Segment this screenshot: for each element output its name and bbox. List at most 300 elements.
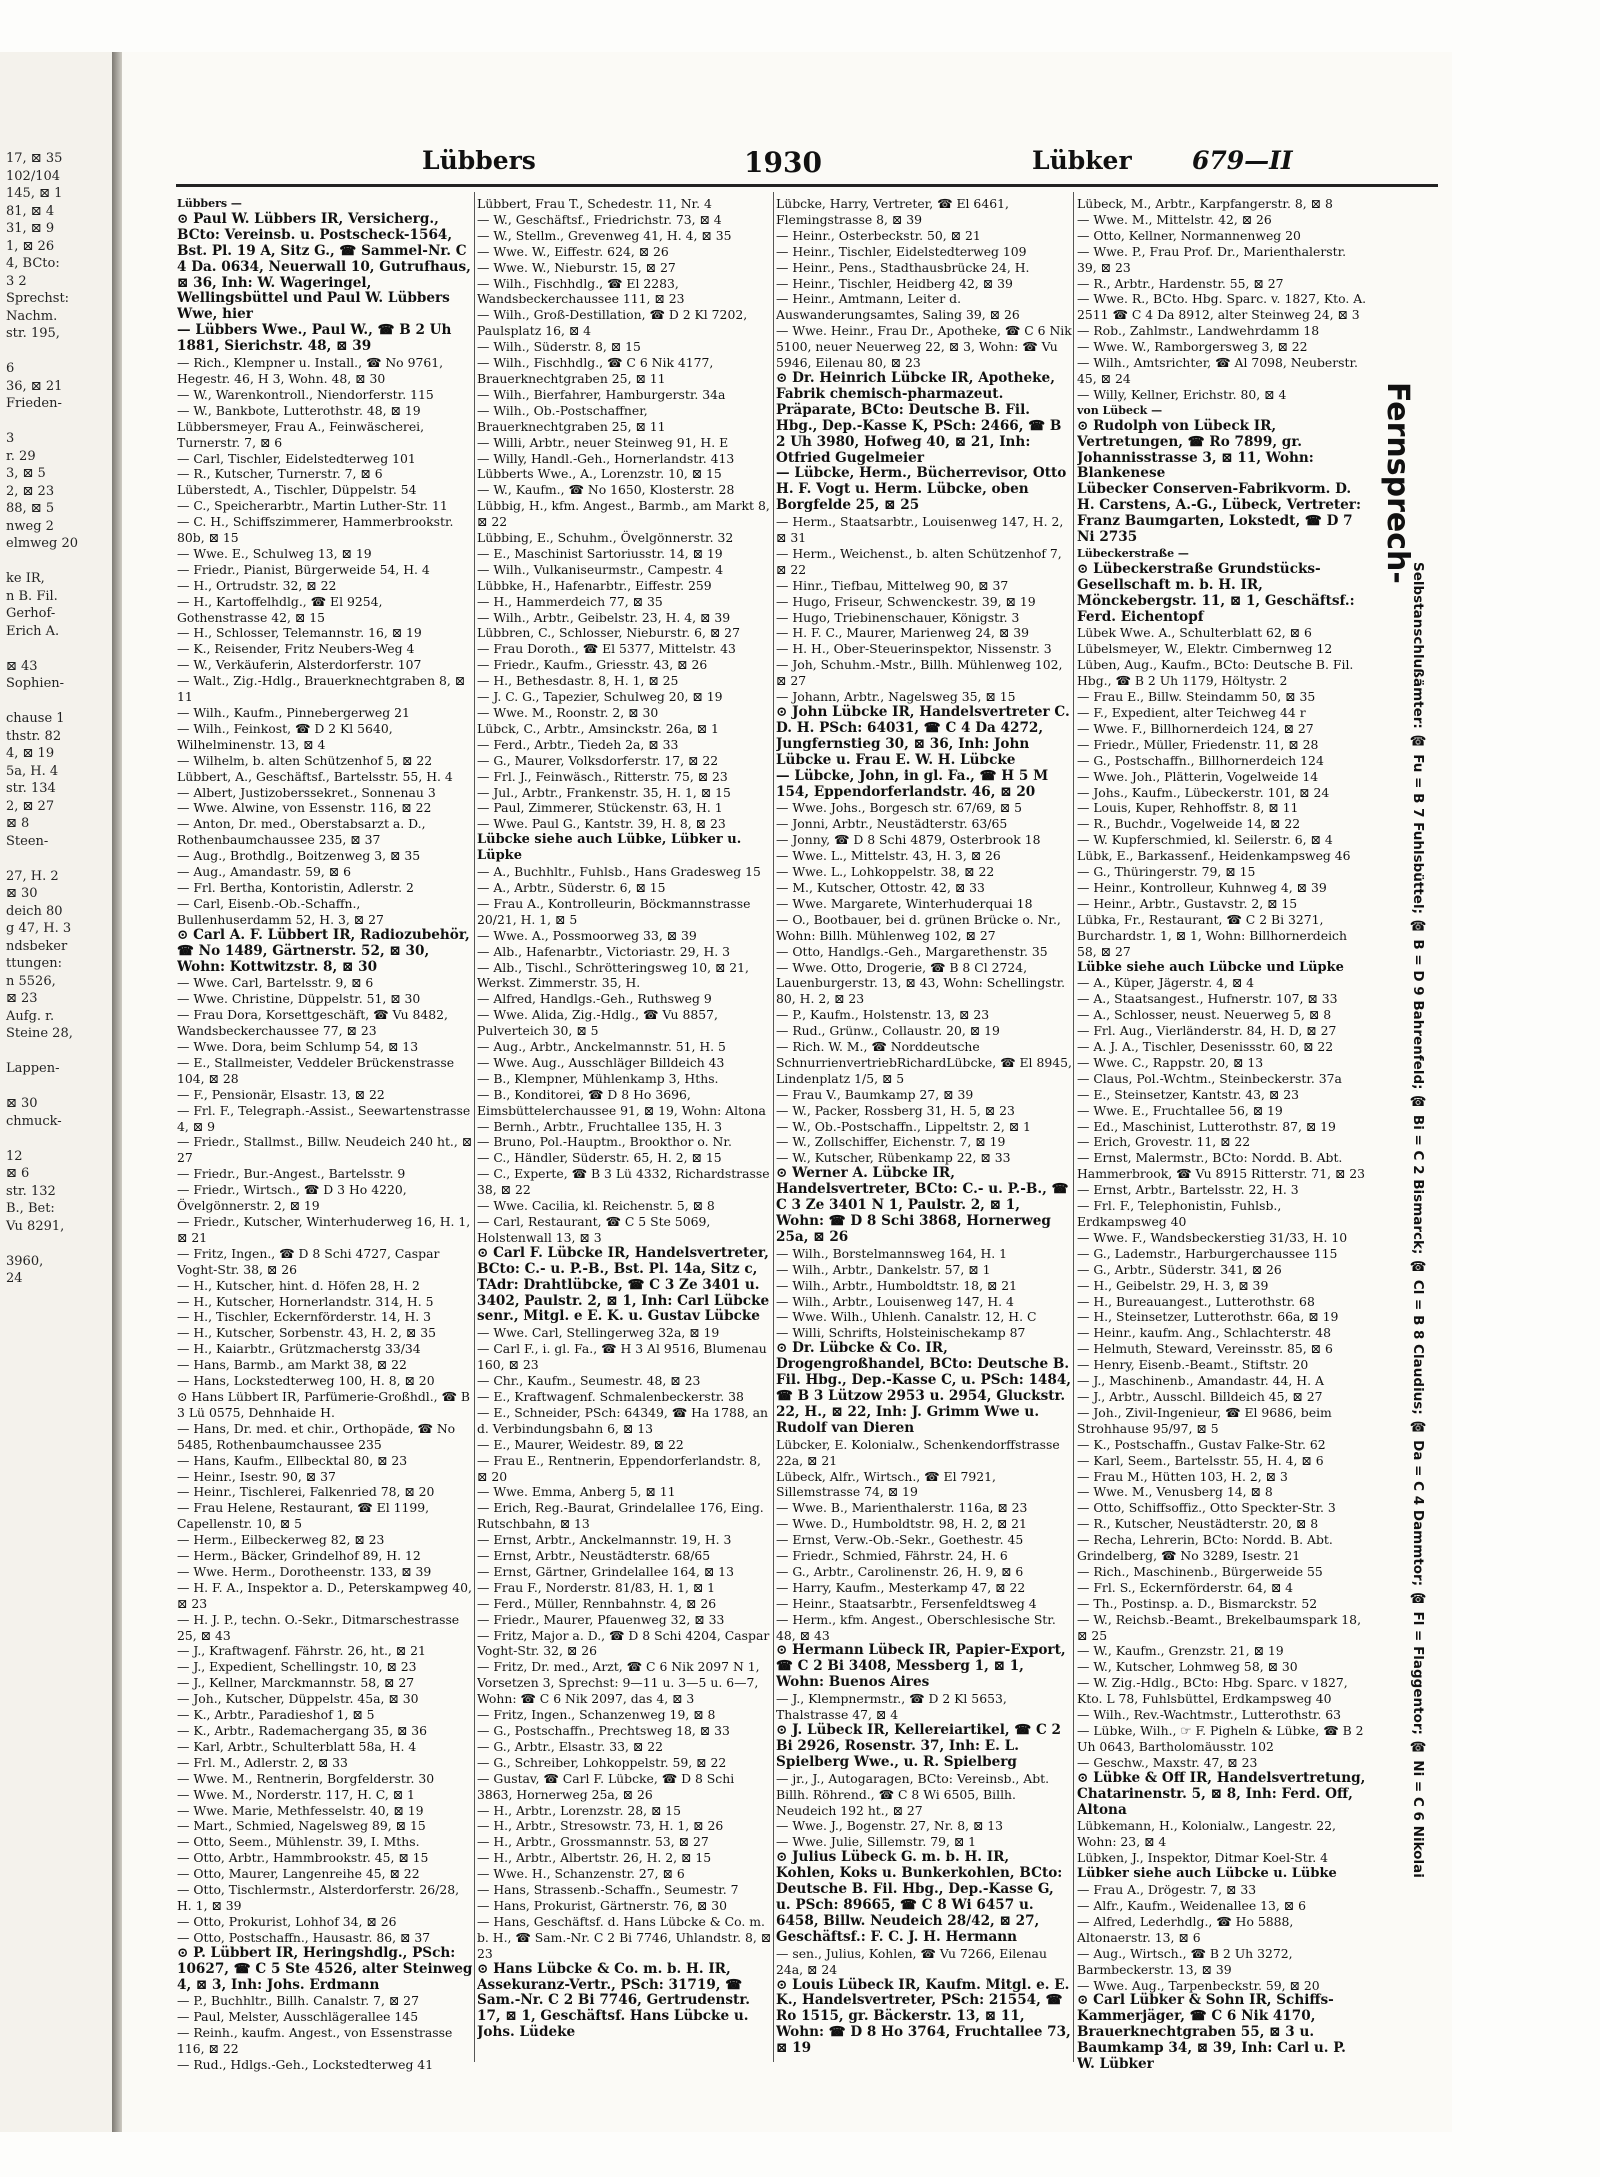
header-year: 1930	[744, 146, 822, 179]
directory-entry: — Frl. M., Adlerstr. 2, ⊠ 33	[177, 1754, 348, 1770]
directory-entry: — Fritz, Major a. D., ☎ D 8 Schi 4204, Caspar Voght-Str. 32, ⊠ 26	[477, 1627, 770, 1659]
directory-entry: — Johann, Arbtr., Nagelsweg 35, ⊠ 15	[776, 689, 1016, 705]
directory-entry: — Rich. W. M., ☎ Norddeutsche SchnurrienvertriebRichardLübcke, ☎ El 8945, Lindenplatz 1/5, ⊠ 5	[776, 1039, 1072, 1086]
previous-page-fragment	[6, 693, 108, 711]
directory-entry: — Karl, Seem., Bartelsstr. 55, H. 4, ⊠ 6	[1077, 1452, 1324, 1468]
previous-page-fragment: ttungen:	[6, 956, 62, 971]
directory-entry: — E., Steinsetzer, Kantstr. 43, ⊠ 23	[1077, 1086, 1300, 1102]
directory-entry: — H., Arbtr., Stresowstr. 73, H. 1, ⊠ 26	[477, 1818, 724, 1834]
directory-entry: ⊙ Dr. Heinrich Lübcke IR, Apotheke, Fabrik chemisch-pharmazeut. Präparate, BCto: Deutsche B. Fil. Hbg., Dep.-Kasse K, PSch: 2466, ☎ B 2 Uh 3980, Hofweg 40, ⊠ 21, Inh: Otfried Gugelmeier	[776, 369, 1062, 466]
directory-entry: — H., Schlosser, Telemannstr. 16, ⊠ 19	[177, 625, 422, 641]
directory-entry: — G., Postschaffn., Prechtsweg 18, ⊠ 33	[477, 1723, 730, 1738]
directory-entry: — Friedr., Kaufm., Griesstr. 43, ⊠ 26	[477, 657, 708, 673]
previous-page-fragment: Steen-	[6, 833, 49, 849]
previous-page-fragment: chause 1	[6, 711, 65, 726]
previous-page-edge	[0, 52, 114, 2132]
directory-entry: — Wwe. M., Rentnerin, Borgfelderstr. 30	[177, 1770, 435, 1786]
previous-page-fragment: 2, ⊠ 23	[6, 483, 55, 499]
directory-entry: — Wwe. Alida, Zig.-Hdlg., ☎ Vu 8857, Pulverteich 30, ⊠ 5	[477, 1007, 718, 1039]
directory-entry: — H. F. C., Maurer, Marienweg 24, ⊠ 39	[776, 625, 1029, 641]
directory-entry: ⊙ Hans Lübbert IR, Parfümerie-Großhdl., ☎ B 3 Lü 0575, Dehnhaide H.	[177, 1388, 471, 1420]
directory-entry: — B., Klempner, Mühlenkamp 3, Hths.	[477, 1070, 719, 1086]
previous-page-fragment	[6, 1130, 108, 1148]
directory-entry: — J., Klempnermstr., ☎ D 2 Kl 5653, Thalstrasse 47, ⊠ 4	[776, 1691, 1007, 1723]
directory-entry: Lübk, E., Barkassenf., Heidenkampsweg 46	[1077, 848, 1351, 864]
directory-entry: — Wwe. Emma, Anberg 5, ⊠ 11	[477, 1484, 676, 1500]
directory-entry: — Aug., Amandastr. 59, ⊠ 6	[177, 864, 352, 880]
directory-entry: — E., Maschinist Sartoriusstr. 14, ⊠ 19	[477, 545, 723, 561]
directory-entry: — Wwe. L., Mittelstr. 43, H. 3, ⊠ 26	[776, 848, 1001, 864]
previous-page-fragment	[6, 850, 108, 868]
directory-entry: von Lübeck —	[1077, 403, 1163, 417]
directory-page	[122, 52, 1452, 2132]
directory-entry: — Herm., Staatsarbtr., Louisenweg 147, H. 2, ⊠ 31	[776, 514, 1064, 546]
directory-entry: — Hans, Strassenb.-Schaffn., Seumestr. 7	[477, 1882, 739, 1898]
directory-entry: — Alb., Tischl., Schrötteringsweg 10, ⊠ 21, Werkst. Zimmerstr. 35, H.	[477, 959, 749, 991]
previous-page-fragment: n B. Fil.	[6, 588, 58, 604]
directory-entry: ⊙ Carl Lübker & Sohn IR, Schiffs-Kammerjäger, ☎ C 6 Nik 4170, Brauerknechtgraben 55, ⊠ 3 u. Baumkamp 34, ⊠ 39, Inh: Carl u. P. W. Lübker	[1077, 1992, 1346, 2073]
directory-entry: — Ed., Maschinist, Lutterothstr. 87, ⊠ 19	[1077, 1118, 1336, 1134]
directory-entry: — H., Tischler, Eckernförderstr. 14, H. 3	[177, 1309, 432, 1325]
directory-entry: — H., Kaiarbtr., Grützmacherstg 33/34	[177, 1341, 421, 1357]
directory-entry: — Wwe. R., BCto. Hbg. Sparc. v. 1827, Kto. A. 2511 ☎ C 4 Da 8912, alter Steinweg 24, ⊠ 3	[1077, 291, 1367, 323]
directory-entry: — Louis, Kuper, Rehhoffstr. 8, ⊠ 11	[1077, 800, 1299, 816]
directory-entry: ⊙ Werner A. Lübcke IR, Handelsvertreter, BCto: C.- u. P.-B., ☎ C 3 Ze 3401 N 1, Paulstr. 2, ⊠ 1, Wohn: ☎ D 8 Schi 3868, Hornerweg 25a, ⊠ 26	[776, 1165, 1069, 1245]
directory-entry: — Otto, Kellner, Normannenweg 20	[1077, 227, 1301, 243]
directory-entry: — Wwe. E., Schulweg 13, ⊠ 19	[177, 545, 372, 561]
previous-page-fragment: 17, ⊠ 35	[6, 151, 63, 166]
directory-entry: — Bruno, Pol.-Hauptm., Brookthor o. Nr.	[477, 1134, 732, 1150]
previous-page-fragment	[6, 1043, 108, 1061]
directory-entry: — A., Küper, Jägerstr. 4, ⊠ 4	[1077, 975, 1255, 991]
directory-entry: ⊙ Rudolph von Lübeck IR, Vertretungen, ☎ Ro 7899, gr. Johannisstrasse 3, ⊠ 11, Wohn: Blankenese	[1077, 417, 1314, 482]
directory-entry: ⊙ Hermann Lübeck IR, Papier-Export, ☎ C 2 Bi 3408, Messberg 1, ⊠ 1, Wohn: Buenos Aires	[776, 1642, 1066, 1691]
directory-entry: — Harry, Kaufm., Mesterkamp 47, ⊠ 22	[776, 1579, 1026, 1595]
previous-page-fragment: ⊠ 30	[6, 886, 38, 901]
previous-page-fragment: 88, ⊠ 5	[6, 501, 55, 516]
column-3	[776, 196, 1072, 2076]
directory-entry: — Otto, Tischlermstr., Alsterdorferstr. 26/28, H. 1, ⊠ 39	[177, 1882, 460, 1913]
directory-entry: — Erich, Grovestr. 11, ⊠ 22	[1077, 1134, 1251, 1150]
previous-page-fragment: elmweg 20	[6, 536, 78, 551]
previous-page-fragment: 3, ⊠ 5	[6, 466, 46, 481]
previous-page-fragment: Sophien-	[6, 676, 65, 691]
directory-entry: — Wwe. Aug., Tarpenbeckstr. 59, ⊠ 20	[1077, 1977, 1320, 1993]
directory-entry: — Carl, Tischler, Eidelstedterweg 101	[177, 450, 416, 466]
directory-entry: — Hans, Dr. med. et chir., Orthopäde, ☎ No 5485, Rothenbaumchaussee 235	[177, 1420, 456, 1452]
directory-entry: — Wwe. M., Norderstr. 117, H. C, ⊠ 1	[177, 1786, 415, 1802]
directory-entry: — Wwe. F., Wandsbeckerstieg 31/33, H. 10	[1077, 1229, 1348, 1245]
directory-entry: — Willi, Schrifts, Holsteinischekamp 87	[776, 1325, 1026, 1341]
directory-entry: — Frau Dora, Korsettgeschäft, ☎ Vu 8482, Wandsbeckerchaussee 77, ⊠ 23	[177, 1007, 448, 1039]
directory-entry: — M., Kutscher, Ottostr. 42, ⊠ 33	[776, 879, 985, 895]
directory-entry: Lübker siehe auch Lübcke u. Lübke	[1077, 1866, 1337, 1882]
directory-entry: — Frl. F., Telephonistin, Fuhlsb., Erdkampsweg 40	[1077, 1198, 1282, 1229]
previous-page-fragments	[0, 52, 112, 1288]
previous-page-fragment: n 5526,	[6, 973, 56, 989]
directory-entry: — Hans, Kaufm., Ellbecktal 80, ⊠ 23	[177, 1452, 408, 1468]
directory-entry: ⊙ John Lübcke IR, Handelsvertreter C. D. H. PSch: 64031, ☎ C 4 Da 4272, Jungfernstieg 30, ⊠ 36, Inh: John Lübcke u. Frau E. W. H. Lübcke	[776, 704, 1070, 768]
directory-entry: — Wilh., Fischhdlg., ☎ El 2283, Wandsbeckerchaussee 111, ⊠ 23	[477, 275, 685, 307]
directory-entry: — Heinr., Isestr. 90, ⊠ 37	[177, 1468, 336, 1484]
directory-entry: Lübbren, C., Schlosser, Nieburstr. 6, ⊠ 27	[477, 625, 740, 641]
directory-entry: — Fritz, Ingen., ☎ D 8 Schi 4727, Caspar Voght-Str. 38, ⊠ 26	[177, 1245, 440, 1277]
previous-page-fragment: 36, ⊠ 21	[6, 378, 63, 394]
directory-entry: — Otto, Schiffsoffiz., Otto Speckter-Str. 3	[1077, 1500, 1336, 1516]
directory-entry: Lübke siehe auch Lübcke und Lüpke	[1077, 959, 1344, 975]
directory-entry: — H., Hammerdeich 77, ⊠ 35	[477, 593, 663, 609]
previous-page-fragment: g 47, H. 3	[6, 921, 72, 936]
previous-page-fragment: r. 29	[6, 448, 36, 464]
directory-entry: — Walt., Zig.-Hdlg., Brauerknechtgraben 8, ⊠ 11	[177, 673, 466, 705]
directory-entry: Lübeckerstraße —	[1077, 546, 1189, 560]
directory-entry: — Heinr., Tischler, Heidberg 42, ⊠ 39	[776, 275, 1013, 291]
directory-entry: — Wwe. Johs., Borgesch str. 67/69, ⊠ 5	[776, 800, 1022, 816]
directory-entry: — Gustav, ☎ Carl F. Lübcke, ☎ D 8 Schi 3863, Hornerweg 25a, ⊠ 26	[477, 1770, 735, 1802]
directory-entry: — Heinr., Amtmann, Leiter d. Auswanderungsamtes, Saling 39, ⊠ 26	[776, 291, 1020, 323]
directory-entry: Lübck, C., Arbtr., Amsinckstr. 26a, ⊠ 1	[477, 720, 719, 736]
directory-entry: — Wwe. Christine, Düppelstr. 51, ⊠ 30	[177, 991, 421, 1007]
directory-entry: — Frau A., Kontrolleurin, Böckmannstrasse 20/21, H. 1, ⊠ 5	[477, 895, 751, 927]
directory-entry: — Friedr., Kutscher, Winterhuderweg 16, H. 1, ⊠ 21	[177, 1214, 471, 1245]
directory-entry: — Frau V., Baumkamp 27, ⊠ 39	[776, 1086, 974, 1102]
directory-entry: Lübelsmeyer, W., Elektr. Cimbernweg 12	[1077, 641, 1333, 657]
directory-entry: Lübbert, Frau T., Schedestr. 11, Nr. 4	[477, 196, 712, 211]
previous-page-fragment: 2, ⊠ 27	[6, 798, 55, 814]
directory-entry: — Wilh., Fischhdlg., ☎ C 6 Nik 4177, Brauerknechtgraben 25, ⊠ 11	[477, 355, 714, 386]
directory-entry: — Heinr., Staatsarbtr., Fersenfeldtsweg 4	[776, 1595, 1037, 1611]
previous-page-fragment: 3960,	[6, 1253, 44, 1269]
side-exchange-legend: Selbstanschlußämter: ☎ Fu = B 7 Fuhlsbüttel; ☎ B = D 9 Bahrenfeld; ☎ Bi = C 2 Bismarck; ☎ Cl = B 8 Claudius; ☎ Da = C 4 Dammtor; ☎ Fl = Flaggentor; ☎ Ni = C 6 Nikolai	[1410, 562, 1426, 1878]
directory-entry: — Frl. S., Eckernförderstr. 64, ⊠ 4	[1077, 1579, 1294, 1595]
previous-page-fragment: ⊠ 8	[6, 816, 30, 831]
directory-entry: Lübcke siehe auch Lübke, Lübker u. Lüpke	[477, 832, 742, 864]
directory-entry: — W., Bankbote, Lutterothstr. 48, ⊠ 19	[177, 402, 421, 418]
directory-entry: — Ernst, Arbtr., Bartelsstr. 22, H. 3	[1077, 1182, 1299, 1198]
directory-entry: — Heinr., Kontrolleur, Kuhnweg 4, ⊠ 39	[1077, 879, 1327, 895]
directory-entry: — Jul., Arbtr., Frankenstr. 35, H. 1, ⊠ 15	[477, 784, 731, 800]
directory-entry: — Wilhelm, b. alten Schützenhof 5, ⊠ 22	[177, 752, 433, 768]
directory-entry: — Albert, Justizoberssekret., Sonnenau 3	[177, 784, 436, 800]
directory-entry: — C., Händler, Süderstr. 65, H. 2, ⊠ 15	[477, 1150, 722, 1166]
directory-entry: — Heinr., Tischler, Eidelstedterweg 109	[776, 243, 1027, 259]
previous-page-fragment: str. 195,	[6, 326, 60, 341]
directory-entry: — H., Kutscher, Sorbenstr. 43, H. 2, ⊠ 35	[177, 1325, 437, 1341]
previous-page-fragment: 4, BCto:	[6, 256, 60, 271]
directory-entry: — J., Maschinenb., Amandastr. 44, H. A	[1077, 1373, 1324, 1389]
directory-entry: — Heinr., Pens., Stadthausbrücke 24, H.	[776, 259, 1030, 275]
directory-entry: — J., Kraftwagenf. Fährstr. 26, ht., ⊠ 21	[177, 1643, 426, 1659]
directory-entry: — C., Speicherarbtr., Martin Luther-Str. 11	[177, 498, 448, 514]
directory-entry: — Friedr., Schmied, Fährstr. 24, H. 6	[776, 1548, 1008, 1564]
directory-entry: — K., Arbtr., Paradieshof 1, ⊠ 5	[177, 1707, 375, 1723]
directory-entry: — Frau F., Norderstr. 81/83, H. 1, ⊠ 1	[477, 1579, 716, 1595]
directory-entry: — F., Expedient, alter Teichweg 44 r	[1077, 705, 1306, 720]
directory-entry: — P., Kaufm., Holstenstr. 13, ⊠ 23	[776, 1007, 990, 1023]
directory-entry: — Th., Postinsp. a. D., Bismarckstr. 52	[1077, 1595, 1318, 1611]
directory-entry: — J. C. G., Tapezier, Schulweg 20, ⊠ 19	[477, 689, 723, 705]
directory-entry: — Recha, Lehrerin, BCto: Nordd. B. Abt. Grindelberg, ☎ No 3289, Isestr. 21	[1077, 1532, 1333, 1564]
previous-page-fragment: Erich A.	[6, 623, 60, 639]
directory-entry: ⊙ Carl A. F. Lübbert IR, Radiozubehör, ☎ No 1489, Gärtnerstr. 52, ⊠ 30, Wohn: Kottwitzstr. 8, ⊠ 30	[177, 926, 470, 975]
directory-entry: — Ferd., Arbtr., Tiedeh 2a, ⊠ 33	[477, 736, 679, 752]
directory-entry: ⊙ Carl F. Lübcke IR, Handelsvertreter, BCto: C.- u. P.-B., Bst. Pl. 14a, Sitz c, TAdr: Drahtlübcke, ☎ C 3 Ze 3401 u. 3402, Paulstr. 2, ⊠ 1, Inh: Carl Lübcke senr., Mitgl. e E. K. u. Gustav Lübcke	[477, 1244, 770, 1325]
directory-entry: — K., Postschaffn., Gustav Falke-Str. 62	[1077, 1436, 1326, 1452]
column-divider	[1073, 192, 1074, 2062]
directory-entry: Lübka, Fr., Restaurant, ☎ C 2 Bi 3271, Burchardstr. 1, ⊠ 1, Wohn: Billhornerdeich 58, ⊠ 27	[1077, 911, 1347, 959]
directory-entry: Lübecker Conserven-Fabrikvorm. D. H. Carstens, A.-G., Lübeck, Vertreter: Franz Baumgarten, Lokstedt, ☎ D 7 Ni 2735	[1077, 481, 1361, 546]
directory-entry: — Willy, Handl.-Geh., Hornerlandstr. 413	[477, 450, 735, 466]
previous-page-fragment: 3	[6, 431, 15, 446]
directory-entry: — Friedr., Bur.-Angest., Bartelsstr. 9	[177, 1166, 406, 1182]
previous-page-fragment	[6, 1078, 108, 1096]
directory-entry: — H. F. A., Inspektor a. D., Peterskampweg 40, ⊠ 23	[177, 1579, 472, 1611]
directory-entry: — Ernst, Malermstr., BCto: Nordd. B. Abt. Hammerbrook, ☎ Vu 8915 Ritterstr. 71, ⊠ 23	[1077, 1150, 1366, 1182]
previous-page-fragment: 6	[6, 361, 15, 376]
directory-entry: — Wwe. M., Roonstr. 2, ⊠ 30	[477, 705, 659, 720]
directory-entry: — R., Kutscher, Neustädterstr. 20, ⊠ 8	[1077, 1516, 1319, 1532]
directory-entry: — O., Bootbauer, bei d. grünen Brücke o. Nr., Wohn: Billh. Mühlenweg 102, ⊠ 27	[776, 911, 1061, 943]
directory-entry: — Bernh., Arbtr., Fruchtallee 135, H. 3	[477, 1118, 723, 1134]
directory-entry: — Lübcke, Herm., Bücherrevisor, Otto H. F. Vogt u. Herm. Lübcke, oben Borgfelde 25, ⊠ 25	[776, 465, 1067, 514]
directory-entry: — G., Postschaffn., Billhornerdeich 124	[1077, 752, 1324, 768]
directory-entry: ⊙ Lübeckerstraße Grundstücks-Gesellschaft m. b. H. IR, Mönckebergstr. 11, ⊠ 1, Geschäftsf.: Ferd. Eichentopf	[1077, 560, 1355, 625]
directory-entry: — K., Reisender, Fritz Neubers-Weg 4	[177, 641, 415, 657]
directory-entry: — Rich., Maschinenb., Bürgerweide 55	[1077, 1563, 1323, 1579]
directory-entry: — Otto, Postschaffn., Hausastr. 86, ⊠ 37	[177, 1929, 431, 1945]
directory-entry: — Wwe. Carl, Bartelsstr. 9, ⊠ 6	[177, 975, 374, 991]
directory-entry: — H., Ortrudstr. 32, ⊠ 22	[177, 577, 337, 593]
directory-entry: — Wilh., Feinkost, ☎ D 2 Kl 5640, Wilhelminenstr. 13, ⊠ 4	[177, 720, 393, 752]
directory-entry: — Wilh., Arbtr., Humboldtstr. 18, ⊠ 21	[776, 1277, 1018, 1293]
directory-entry: — Heinr., Tischlerei, Falkenried 78, ⊠ 20	[177, 1484, 435, 1500]
directory-entry: — Frau Doroth., ☎ El 5377, Mittelstr. 43	[477, 641, 736, 657]
directory-entry: Lübken, J., Inspektor, Ditmar Koel-Str. 4	[1077, 1850, 1329, 1866]
directory-entry: — A., Schlosser, neust. Neuerweg 5, ⊠ 8	[1077, 1007, 1332, 1023]
directory-entry: — Wwe. Marie, Methfesselstr. 40, ⊠ 19	[177, 1802, 424, 1818]
directory-entry: — F., Pensionär, Elsastr. 13, ⊠ 22	[177, 1086, 385, 1102]
directory-entry: — Hans, Geschäftsf. d. Hans Lübcke & Co. m. b. H., ☎ Sam.-Nr. C 2 Bi 7746, Uhlandstr. 8, ⊠ 23	[477, 1913, 772, 1961]
directory-entry: — Wwe. F., Billhornerdeich 124, ⊠ 27	[1077, 720, 1314, 736]
column-4	[1077, 196, 1367, 2076]
previous-page-fragment: 145, ⊠ 1	[6, 186, 63, 201]
directory-entry: — Friedr., Pianist, Bürgerweide 54, H. 4	[177, 561, 430, 577]
directory-entry: — W., Kutscher, Lohmweg 58, ⊠ 30	[1077, 1659, 1298, 1675]
directory-entry: — Frau M., Hütten 103, H. 2, ⊠ 3	[1077, 1468, 1288, 1484]
directory-entry: — Karl, Arbtr., Schulterblatt 58a, H. 4	[177, 1738, 417, 1754]
previous-page-fragment: 81, ⊠ 4	[6, 203, 55, 219]
directory-entry: — Otto, Prokurist, Lohhof 34, ⊠ 26	[177, 1913, 397, 1929]
directory-entry: — Wwe. Dora, beim Schlump 54, ⊠ 13	[177, 1039, 419, 1055]
directory-entry: — Friedr., Wirtsch., ☎ D 3 Ho 4220, Övelgönnerstr. 2, ⊠ 19	[177, 1182, 407, 1214]
directory-entry: — W. Zig.-Hdlg., BCto: Hbg. Sparc. v 1827, Kto. L 78, Fuhlsbüttel, Erdkampsweg 40	[1077, 1675, 1348, 1707]
previous-page-fragment: 24	[6, 1271, 23, 1286]
directory-entry: — Hugo, Triebinenschauer, Königstr. 3	[776, 609, 1020, 625]
column-1	[177, 196, 473, 2076]
directory-entry: — Wwe. M., Venusberg 14, ⊠ 8	[1077, 1484, 1273, 1500]
directory-entry: — Reinh., kaufm. Angest., von Essenstrasse 116, ⊠ 22	[177, 2025, 453, 2057]
directory-entry: — Willy, Kellner, Erichstr. 80, ⊠ 4	[1077, 386, 1287, 402]
directory-entry: — Geschw., Maxstr. 47, ⊠ 23	[1077, 1754, 1258, 1770]
directory-entry: — Hinr., Tiefbau, Mittelweg 90, ⊠ 37	[776, 577, 1009, 593]
directory-entry: — Wwe. Wilh., Uhlenh. Canalstr. 12, H. C	[776, 1309, 1037, 1325]
directory-entry: — W., Kaufm., Grenzstr. 21, ⊠ 19	[1077, 1643, 1284, 1659]
directory-entry: — W., Reichsb.-Beamt., Brekelbaumspark 18, ⊠ 25	[1077, 1611, 1362, 1643]
directory-entry: — Rob., Zahlmstr., Landwehrdamm 18	[1077, 323, 1320, 339]
column-2	[477, 196, 773, 2076]
directory-entry: — Wwe. B., Marienthalerstr. 116a, ⊠ 23	[776, 1500, 1028, 1516]
directory-entry: — Wwe. W., Eiffestr. 624, ⊠ 26	[477, 243, 669, 259]
directory-entry: Lübbig, H., kfm. Angest., Barmb., am Markt 8, ⊠ 22	[477, 498, 770, 530]
directory-entry: — Anton, Dr. med., Oberstabsarzt a. D., Rothenbaumchaussee 235, ⊠ 37	[177, 816, 426, 848]
directory-entry: — Jonni, Arbtr., Neustädterstr. 63/65	[776, 816, 1008, 832]
previous-page-fragment: 3 2	[6, 273, 27, 289]
directory-entry: — H., Kartoffelhdlg., ☎ El 9254, Gothenstrasse 42, ⊠ 15	[177, 593, 383, 625]
directory-entry: — G., Lademstr., Harburgerchaussee 115	[1077, 1245, 1338, 1261]
previous-page-fragment: nweg 2	[6, 518, 54, 534]
directory-entry: — Wwe. Paul G., Kantstr. 39, H. 8, ⊠ 23	[477, 816, 726, 832]
directory-entry: — Wwe. W., Ramborgersweg 3, ⊠ 22	[1077, 339, 1308, 355]
header-page-number: 679—II	[1192, 146, 1293, 175]
directory-entry: — Aug., Brothdlg., Boitzenweg 3, ⊠ 35	[177, 848, 421, 864]
directory-entry: — H., Bureauangest., Lutterothstr. 68	[1077, 1293, 1315, 1309]
previous-page-fragment: 1, ⊠ 26	[6, 238, 55, 254]
directory-entry: — G., Maurer, Volksdorferstr. 17, ⊠ 22	[477, 752, 719, 768]
directory-entry: — Wwe. Cacilia, kl. Reichenstr. 5, ⊠ 8	[477, 1198, 715, 1214]
directory-entry: — Wilh., Bierfahrer, Hamburgerstr. 34a	[477, 386, 726, 402]
previous-page-fragment: thstr. 82	[6, 728, 62, 744]
directory-entry: ⊙ J. Lübeck IR, Kellereiartikel, ☎ C 2 Bi 2926, Rosenstr. 37, Inh: E. L. Spielberg Wwe., u. R. Spielberg	[776, 1722, 1062, 1770]
previous-page-fragment: Sprechst:	[6, 291, 70, 306]
directory-entry: — G., Arbtr., Carolinenstr. 26, H. 9, ⊠ 6	[776, 1563, 1024, 1579]
previous-page-fragment: B., Bet:	[6, 1201, 55, 1216]
column-divider	[773, 192, 774, 2062]
directory-entry: — Wwe. M., Mittelstr. 42, ⊠ 26	[1077, 211, 1272, 227]
directory-entry: ⊙ Paul W. Lübbers IR, Versicherg., BCto: Vereinsb. u. Postscheck-1564, Bst. Pl. 19 A, Sitz G., ☎ Sammel-Nr. C 4 Da. 0634, Neuerwall 10, Gutrufhaus, ⊠ 36, Inh: W. Wageringel, Wellingsbüttel und Paul W. Lübbers Wwe, hier	[177, 210, 471, 323]
directory-entry: — G., Arbtr., Süderstr. 341, ⊠ 26	[1077, 1261, 1282, 1277]
directory-entry: — Wwe. J., Bogenstr. 27, Nr. 8, ⊠ 13	[776, 1818, 1004, 1834]
directory-entry: — Wwe. Margarete, Winterhuderquai 18	[776, 895, 1033, 911]
directory-entry: — H., Bethesdastr. 8, H. 1, ⊠ 25	[477, 673, 679, 689]
directory-entry: — Wilh., Rev.-Wachtmstr., Lutterothstr. 63	[1077, 1707, 1341, 1723]
directory-entry: — Wwe. A., Possmoorweg 33, ⊠ 39	[477, 927, 697, 943]
previous-page-fragment: str. 134	[6, 781, 56, 796]
directory-entry: — Frau E., Rentnerin, Eppendorferlandstr. 8, ⊠ 20	[477, 1452, 761, 1484]
directory-entry: — R., Arbtr., Hardenstr. 55, ⊠ 27	[1077, 275, 1284, 291]
directory-entry: — A., Staatsangest., Hufnerstr. 107, ⊠ 33	[1077, 991, 1338, 1007]
directory-entry: — Wwe. C., Rappstr. 20, ⊠ 13	[1077, 1054, 1264, 1070]
directory-entry: — Carl F., i. gl. Fa., ☎ H 3 Al 9516, Blumenau 160, ⊠ 23	[477, 1341, 767, 1373]
directory-entry: — Johs., Kaufm., Lübeckerstr. 101, ⊠ 24	[1077, 784, 1330, 800]
directory-entry: — Herm., Eilbeckerweg 82, ⊠ 23	[177, 1532, 385, 1548]
previous-page-fragment: ke IR,	[6, 571, 45, 586]
directory-entry: — Wwe. Aug., Ausschläger Billdeich 43	[477, 1054, 725, 1070]
directory-entry: — E., Stallmeister, Veddeler Brückenstrasse 104, ⊠ 28	[177, 1054, 455, 1086]
directory-entry: — Wwe. P., Frau Prof. Dr., Marienthalerstr. 39, ⊠ 23	[1077, 243, 1347, 275]
directory-entry: Lübbke, H., Hafenarbtr., Eiffestr. 259	[477, 577, 712, 593]
directory-entry: — G., Thüringerstr. 79, ⊠ 15	[1077, 864, 1256, 880]
directory-entry: — Hans, Lockstedterweg 100, H. 8, ⊠ 20	[177, 1373, 435, 1389]
directory-entry: Lübeck, Alfr., Wirtsch., ☎ El 7921, Sillemstrasse 74, ⊠ 19	[776, 1468, 996, 1500]
directory-entry: — Wwe. Alwine, von Essenstr. 116, ⊠ 22	[177, 800, 432, 816]
directory-entry: — Herm., Weichenst., b. alten Schützenhof 7, ⊠ 22	[776, 545, 1062, 577]
directory-entry: — Wwe. Julie, Sillemstr. 79, ⊠ 1	[776, 1834, 977, 1850]
directory-entry: — Wwe. E., Fruchtallee 56, ⊠ 19	[1077, 1102, 1283, 1118]
previous-page-fragment: Frieden-	[6, 396, 62, 411]
directory-entry: — H., Steinsetzer, Lutterothstr. 66a, ⊠ 19	[1077, 1309, 1339, 1325]
directory-entry: — Wwe. W., Nieburstr. 15, ⊠ 27	[477, 259, 676, 275]
directory-entry: — W., Geschäftsf., Friedrichstr. 73, ⊠ 4	[477, 211, 722, 227]
directory-entry: — Fritz, Ingen., Schanzenweg 19, ⊠ 8	[477, 1707, 716, 1723]
directory-entry: — Wwe. Herm., Dorotheenstr. 133, ⊠ 39	[177, 1563, 432, 1579]
directory-entry: ⊙ Julius Lübeck G. m. b. H. IR, Kohlen, Koks u. Bunkerkohlen, BCto: Deutsche B. Fil. Hbg., Dep.-Kasse G, u. PSch: 89665, ☎ C 8 Wi 6457 u. 6458, Billw. Neudeich 28/42, ⊠ 27, Geschäftsf.: F. C. J. H. Hermann	[776, 1849, 1063, 1945]
directory-entry: — Claus, Pol.-Wchtm., Steinbeckerstr. 37a	[1077, 1070, 1342, 1086]
directory-entry: — Wwe. Carl, Stellingerweg 32a, ⊠ 19	[477, 1325, 720, 1341]
header-rule	[176, 184, 1438, 187]
directory-entry: — Otto, Seem., Mühlenstr. 39, I. Mths.	[177, 1834, 420, 1850]
directory-entry: — Wwe. L., Lohkoppelstr. 38, ⊠ 22	[776, 864, 995, 880]
directory-entry: — Ferd., Müller, Rennbahnstr. 4, ⊠ 26	[477, 1595, 717, 1611]
directory-entry: — E., Schneider, PSch: 64349, ☎ Ha 1788, an d. Verbindungsbahn 6, ⊠ 13	[477, 1404, 769, 1436]
previous-page-fragment: 12	[6, 1148, 23, 1164]
directory-entry: — C., Experte, ☎ B 3 Lü 4332, Richardstrasse 38, ⊠ 22	[477, 1166, 770, 1198]
previous-page-fragment: ⊠ 23	[6, 991, 38, 1006]
directory-entry: — Henry, Eisenb.-Beamt., Stiftstr. 20	[1077, 1357, 1309, 1373]
directory-entry: — W. Kupferschmied, kl. Seilerstr. 6, ⊠ 4	[1077, 832, 1333, 848]
previous-page-fragment	[6, 640, 108, 658]
directory-entry: — Wilh., Arbtr., Louisenweg 147, H. 4	[776, 1293, 1014, 1309]
directory-entry: — Frau A., Drögestr. 7, ⊠ 33	[1077, 1882, 1257, 1898]
directory-entry: Lübbing, E., Schuhm., Övelgönnerstr. 32	[477, 530, 734, 546]
side-title: Fernsprech-	[1380, 382, 1415, 584]
directory-entry: — Alfred, Lederhdlg., ☎ Ho 5888, Altonaerstr. 13, ⊠ 6	[1077, 1913, 1294, 1945]
directory-entry: — W., Stellm., Grevenweg 41, H. 4, ⊠ 35	[477, 227, 732, 243]
directory-entry: — Ernst, Arbtr., Anckelmannstr. 19, H. 3	[477, 1532, 732, 1548]
directory-entry: — W., Warenkontroll., Niendorferstr. 115	[177, 386, 434, 402]
directory-entry: — Alb., Hafenarbtr., Victoriastr. 29, H. 3	[477, 943, 731, 959]
directory-entry: — H., Geibelstr. 29, H. 3, ⊠ 39	[1077, 1277, 1269, 1293]
directory-entry: — Wilh., Borstelmannsweg 164, H. 1	[776, 1245, 1008, 1261]
directory-entry: — A., Arbtr., Süderstr. 6, ⊠ 15	[477, 879, 666, 895]
directory-entry: — Friedr., Stallmst., Billw. Neudeich 240 ht., ⊠ 27	[177, 1134, 473, 1166]
directory-entry: — Friedr., Müller, Friedenstr. 11, ⊠ 28	[1077, 736, 1319, 752]
previous-page-fragment	[6, 553, 108, 571]
directory-entry: — Carl, Eisenb.-Ob.-Schaffn., Bullenhuserdamm 52, H. 3, ⊠ 27	[177, 895, 384, 927]
directory-entry: — Joh., Zivil-Ingenieur, ☎ El 9686, beim Strohhause 95/97, ⊠ 5	[1077, 1404, 1332, 1436]
directory-entry: — E., Kraftwagenf. Schmalenbeckerstr. 38	[477, 1388, 744, 1404]
directory-entry: — Chr., Kaufm., Seumestr. 48, ⊠ 23	[477, 1373, 701, 1389]
directory-entry: Lübeck, M., Arbtr., Karpfangerstr. 8, ⊠ 8	[1077, 196, 1333, 211]
directory-entry: — Ernst, Gärtner, Grindelallee 164, ⊠ 13	[477, 1563, 734, 1579]
directory-entry: — Wwe. Joh., Plätterin, Vogelweide 14	[1077, 768, 1319, 784]
directory-entry: — Lübke, Wilh., ☞ F. Pigheln & Lübke, ☎ B 2 Uh 0643, Bartholomäusstr. 102	[1077, 1723, 1364, 1754]
directory-entry: — Wilh., Arbtr., Dankelstr. 57, ⊠ 1	[776, 1261, 991, 1277]
previous-page-fragment: str. 132	[6, 1183, 56, 1199]
page-header	[122, 146, 1452, 182]
directory-entry: — Rud., Hdlgs.-Geh., Lockstedterweg 41	[177, 2057, 434, 2073]
directory-entry: ⊙ Hans Lübcke & Co. m. b. H. IR, Assekuranz-Vertr., PSch: 31719, ☎ Sam.-Nr. C 2 Bi 7746, Gertrudenstr. 17, ⊠ 1, Geschäftsf. Hans Lübcke u. Johs. Lüdeke	[477, 1960, 750, 2041]
directory-entry: Lübbers —	[177, 197, 242, 210]
directory-entry: — Aug., Arbtr., Anckelmannstr. 51, H. 5	[477, 1039, 726, 1055]
directory-entry: — jr., J., Autogaragen, BCto: Vereinsb., Abt. Billh. Röhrend., ☎ C 8 Wi 6505, Billh. Neudeich 192 ht., ⊠ 27	[776, 1770, 1050, 1818]
previous-page-fragment: 4, ⊠ 19	[6, 746, 55, 761]
directory-entry: — W., Ob.-Postschaffn., Lippeltstr. 2, ⊠ 1	[776, 1118, 1031, 1134]
previous-page-fragment: ⊠ 43	[6, 658, 38, 674]
directory-entry: — H., Kutscher, Hornerlandstr. 314, H. 5	[177, 1293, 434, 1309]
directory-entry: Lübkemann, H., Kolonialw., Langestr. 22, Wohn: 23, ⊠ 4	[1077, 1818, 1336, 1850]
directory-entry: ⊙ Louis Lübeck IR, Kaufm. Mitgl. e. E. K., Handelsvertreter, PSch: 21554, ☎ Ro 1515, gr. Bäckerstr. 13, ⊠ 11, Wohn: ☎ D 8 Ho 3764, Fruchtallee 73, ⊠ 19	[776, 1976, 1071, 2057]
directory-entry: — Wilh., Süderstr. 8, ⊠ 15	[477, 339, 641, 355]
